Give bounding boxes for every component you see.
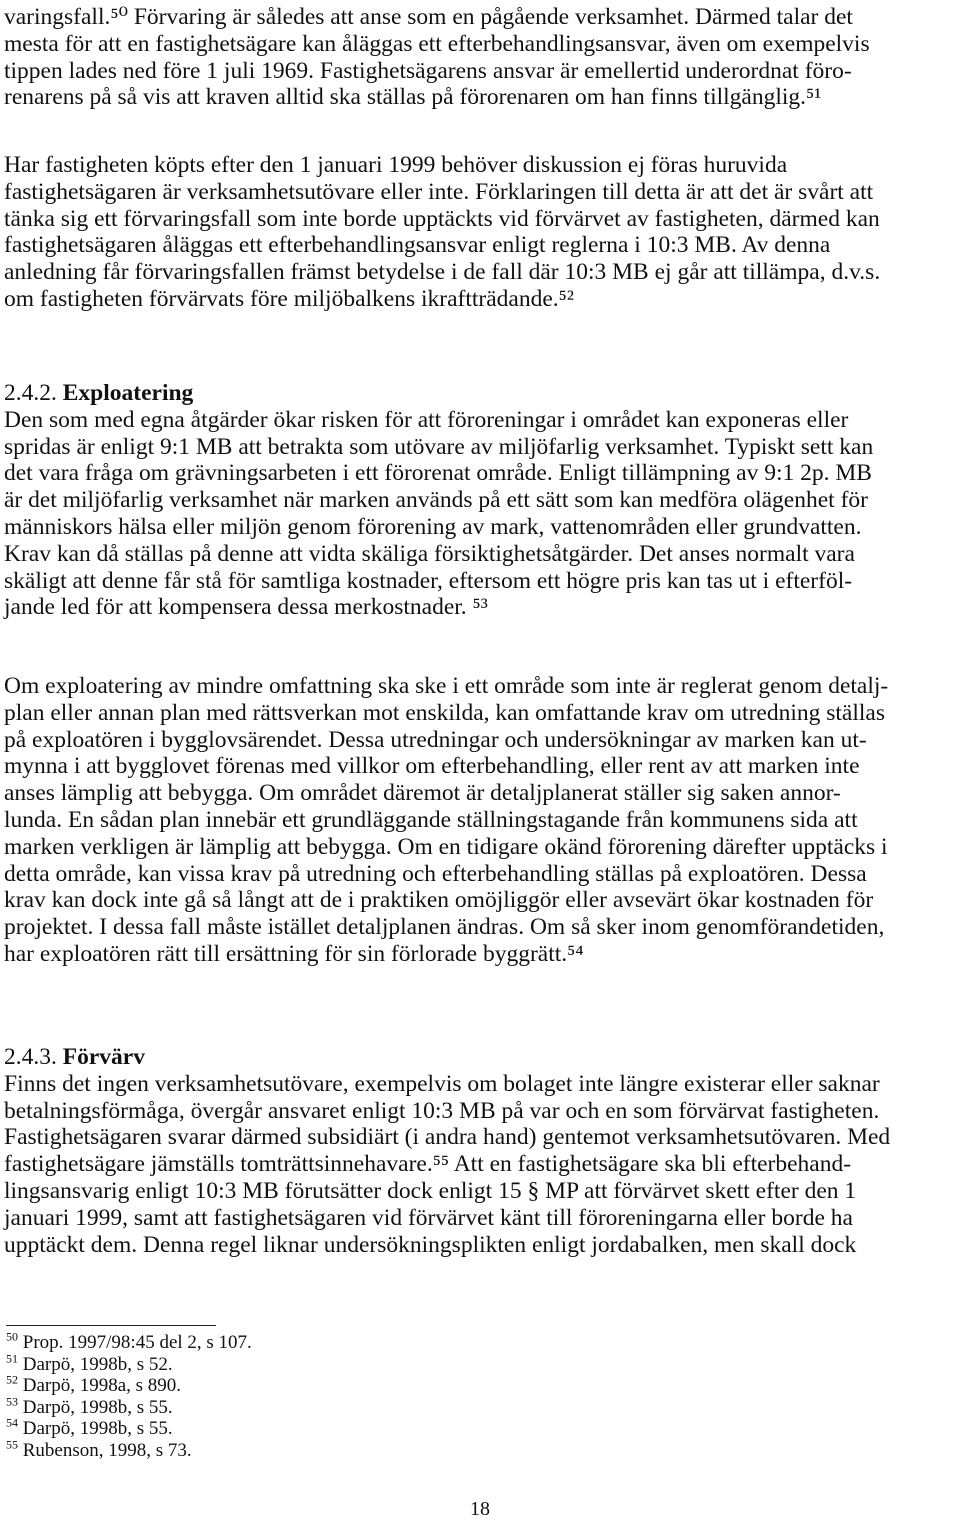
text-line: jande led för att kompensera dessa merkostnader. ⁵³ xyxy=(4,594,488,621)
section-number: 2.4.2. xyxy=(4,380,57,406)
text-line: Om exploatering av mindre omfattning ska ske i ett område som inte är reglerat genom detalj- xyxy=(4,673,889,699)
text-line: tippen lades ned före 1 juli 1969. Fastighetsägarens ansvar är emellertid underordnat föro- xyxy=(4,57,852,84)
footnote-number: 55 xyxy=(6,1437,18,1452)
footnote-number: 54 xyxy=(6,1415,18,1430)
footnote-text: Darpö, 1998b, s 52. xyxy=(22,1353,173,1375)
footnote-number: 51 xyxy=(6,1351,18,1366)
text-line: Krav kan då ställas på denne att vidta skäliga försiktighetsåtgärder. Det anses normalt vara xyxy=(4,540,855,567)
text-line: spridas är enligt 9:1 MB att betrakta som utövare av miljöfarlig verksamhet. Typiskt sett kan xyxy=(4,433,874,460)
text-line: fastighetsägaren är verksamhetsutövare eller inte. Förklaringen till detta är att det är svårt att xyxy=(4,178,874,205)
text-line: mesta för att en fastighetsägare kan åläggas ett efterbehandlingsansvar, även om exempelvis xyxy=(4,30,870,57)
text-line: anses lämplig att bebygga. Om området däremot är detaljplanerat ställer sig saken annor- xyxy=(4,780,841,807)
footnote-text: Darpö, 1998a, s 890. xyxy=(22,1375,182,1396)
text-line: Den som med egna åtgärder ökar risken för att föroreningar i området kan exponeras eller xyxy=(4,406,849,433)
paragraph-exploatering-detaljplan xyxy=(4,673,952,968)
text-line: Fastighetsägaren svarar därmed subsidiärt (i andra hand) gentemot verksamhetsutövaren. Med xyxy=(4,1124,891,1151)
section-2-4-2 xyxy=(4,380,952,621)
text-line: på exploatören i bygglovsärendet. Dessa utredningar och undersökningar av marken kan ut- xyxy=(4,726,867,753)
footnote-text: Rubenson, 1998, s 73. xyxy=(22,1439,192,1461)
text-line: skäligt att denne får stå för samtliga kostnader, eftersom ett högre pris kan tas ut i efterföl- xyxy=(4,567,853,594)
paragraph-köpts-efter-1999 xyxy=(4,152,952,313)
footnote xyxy=(6,1372,606,1397)
footnote-text: Darpö, 1998b, s 55. xyxy=(22,1396,173,1418)
footnote-text: Darpö, 1998b, s 55. xyxy=(22,1418,173,1439)
text-line: anledning får förvaringsfallen främst betydelse i de fall där 10:3 MB ej går att tillämpa, d.v.s. xyxy=(4,259,881,286)
text-line: är det miljöfarlig verksamhet när marken används på ett sätt som kan medföra olägenhet för xyxy=(4,487,868,514)
footnote-number: 50 xyxy=(6,1329,18,1344)
text-line: plan eller annan plan med rättsverkan mot enskilda, kan omfattande krav om utredning ställas xyxy=(4,699,885,726)
text-line: renarens på så vis att kraven alltid ska ställas på förorenaren om han finns tillgänglig.⁵¹ xyxy=(4,84,822,111)
text-line: lunda. En sådan plan innebär ett grundläggande ställningstagande från kommunens sida att xyxy=(4,806,858,833)
text-line: om fastigheten förvärvats före miljöbalkens ikraftträdande.⁵² xyxy=(4,285,574,312)
text-line: det vara fråga om grävningsarbeten i ett förorenat område. Enligt tillämpning av 9:1 2p. MB xyxy=(4,460,872,487)
text-line: fastighetsägare jämställs tomträttsinnehavare.⁵⁵ Att en fastighetsägare ska bli efterbehand- xyxy=(4,1151,852,1178)
section-heading xyxy=(4,1044,952,1071)
text-line: har exploatören rätt till ersättning för sin förlorade byggrätt.⁵⁴ xyxy=(4,940,584,967)
footnote xyxy=(6,1329,606,1354)
text-line: detta område, kan vissa krav på utredning och efterbehandling ställas på exploatören. Dessa xyxy=(4,860,867,887)
text-line: upptäckt dem. Denna regel liknar undersökningsplikten enligt jordabalken, men skall dock xyxy=(4,1231,857,1258)
text-line: varingsfall.⁵⁰ Förvaring är således att anse som en pågående verksamhet. Därmed talar det xyxy=(4,4,853,30)
footnote xyxy=(6,1415,606,1440)
paragraph-förvaring xyxy=(4,4,952,111)
text-line: tänka sig ett förvaringsfall som inte borde upptäckts vid förvärvet av fastigheten, därmed kan xyxy=(4,205,880,232)
section-2-4-3 xyxy=(4,1044,952,1258)
footnote xyxy=(6,1437,606,1462)
page-number: 18 xyxy=(470,1498,490,1520)
text-line: Finns det ingen verksamhetsutövare, exempelvis om bolaget inte längre existerar eller saknar xyxy=(4,1070,880,1097)
text-line: projektet. I dessa fall måste istället detaljplanen ändras. Om så sker inom genomförandetiden, xyxy=(4,914,885,941)
section-number: 2.4.3. xyxy=(4,1044,57,1070)
text-line: lingsansvarig enligt 10:3 MB förutsätter dock enligt 15 § MP att förvärvet skett efter den 1 xyxy=(4,1177,857,1204)
section-heading xyxy=(4,380,952,407)
text-line: marken verkligen är lämplig att bebygga. Om en tidigare okänd förorening därefter upptäcks i xyxy=(4,833,888,860)
text-line: Har fastigheten köpts efter den 1 januari 1999 behöver diskussion ej föras huruvida xyxy=(4,152,788,178)
footnote xyxy=(6,1351,606,1376)
footnote xyxy=(6,1394,606,1419)
footnote-divider xyxy=(6,1325,216,1326)
text-line: människors hälsa eller miljön genom förorening av mark, vattenområden eller grundvatten. xyxy=(4,513,862,540)
footnote-number: 52 xyxy=(6,1372,18,1387)
text-line: januari 1999, samt att fastighetsägaren vid förvärvet känt till föroreningarna eller borde ha xyxy=(4,1204,853,1231)
footnote-text: Prop. 1997/98:45 del 2, s 107. xyxy=(22,1332,252,1353)
text-line: mynna i att bygglovet förenas med villkor om efterbehandling, eller rent av att marken inte xyxy=(4,753,860,780)
section-title: Förvärv xyxy=(62,1044,145,1070)
footnotes xyxy=(6,1325,606,1461)
text-line: krav kan dock inte gå så långt att de i praktiken omöjliggör eller avsevärt ökar kostnaden för xyxy=(4,887,874,914)
section-title: Exploatering xyxy=(62,380,194,406)
text-line: betalningsförmåga, övergår ansvaret enligt 10:3 MB på var och en som förvärvat fastigheten. xyxy=(4,1097,880,1124)
text-line: fastighetsägaren åläggas ett efterbehandlingsansvar enligt reglerna i 10:3 MB. Av denna xyxy=(4,232,831,259)
footnote-number: 53 xyxy=(6,1394,18,1409)
